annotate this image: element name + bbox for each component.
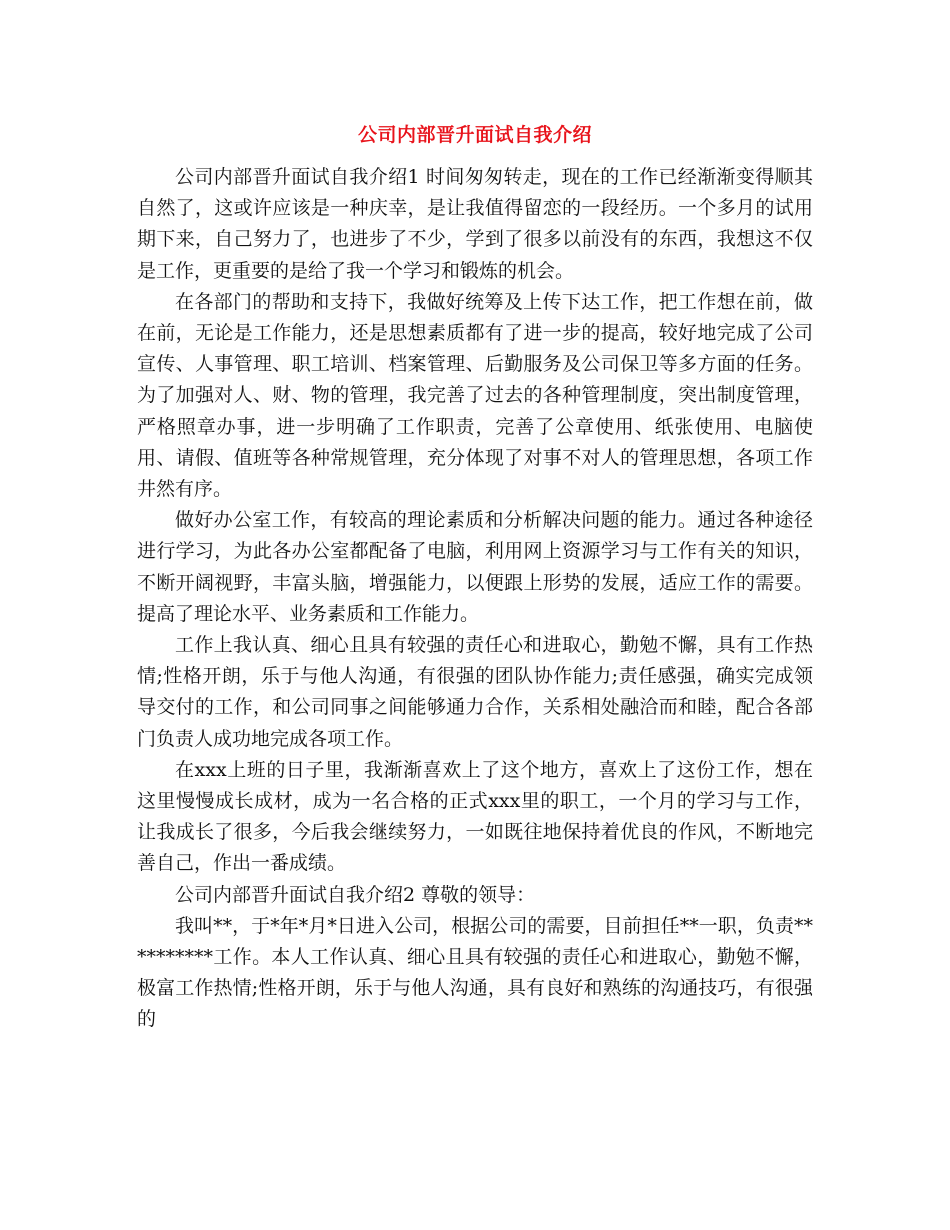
paragraph: 做好办公室工作，有较高的理论素质和分析解决问题的能力。通过各种途径进行学习，为此各办公室都配备了电脑，利用网上资源学习与工作有关的知识，不断开阔视野，丰富头脑，增强能力，以便跟上形势的发展，适应工作的需要。提高了理论水平、业务素质和工作能力。	[137, 509, 813, 625]
paragraph: 公司内部晋升面试自我介绍2 尊敬的领导：	[175, 883, 536, 906]
document-body	[137, 162, 813, 1036]
document-title: 公司内部晋升面试自我介绍	[357, 124, 592, 146]
paragraph: 公司内部晋升面试自我介绍1 时间匆匆转走，现在的工作已经渐渐变得顺其自然了，这或许应该是一种庆幸，是让我值得留恋的一段经历。一个多月的试用期下来，自己努力了，也进步了不少，学到了很多以前没有的东西，我想这不仅是工作，更重要的是给了我一个学习和锻炼的机会。	[137, 166, 813, 282]
paragraph: 在xxx上班的日子里，我渐渐喜欢上了这个地方，喜欢上了这份工作，想在这里慢慢成长成材，成为一名合格的正式xxx里的职工，一个月的学习与工作，让我成长了很多，今后我会继续努力，一如既往地保持着优良的作风，不断地完善自己，作出一番成绩。	[137, 758, 813, 875]
paragraph: 在各部门的帮助和支持下，我做好统筹及上传下达工作，把工作想在前，做在前，无论是工作能力，还是思想素质都有了进一步的提高，较好地完成了公司宣传、人事管理、职工培训、档案管理、后勤服务及公司保卫等多方面的任务。为了加强对人、财、物的管理，我完善了过去的各种管理制度，突出制度管理，严格照章办事，进一步明确了工作职责，完善了公章使用、纸张使用、电脑使用、请假、值班等各种常规管理，充分体现了对事不对人的管理思想，各项工作井然有序。	[137, 290, 813, 501]
paragraph: 工作上我认真、细心且具有较强的责任心和进取心，勤勉不懈，具有工作热情;性格开朗，乐于与他人沟通，有很强的团队协作能力;责任感强，确实完成领导交付的工作，和公司同事之间能够通力合作，关系相处融洽而和睦，配合各部门负责人成功地完成各项工作。	[137, 634, 813, 750]
paragraph: 我叫**，于*年*月*日进入公司，根据公司的需要，目前担任**一职，负责**********工作。本人工作认真、细心且具有较强的责任心和进取心，勤勉不懈，极富工作热情;性格开朗，乐于与他人沟通，具有良好和熟练的沟通技巧，有很强的	[137, 914, 813, 1031]
